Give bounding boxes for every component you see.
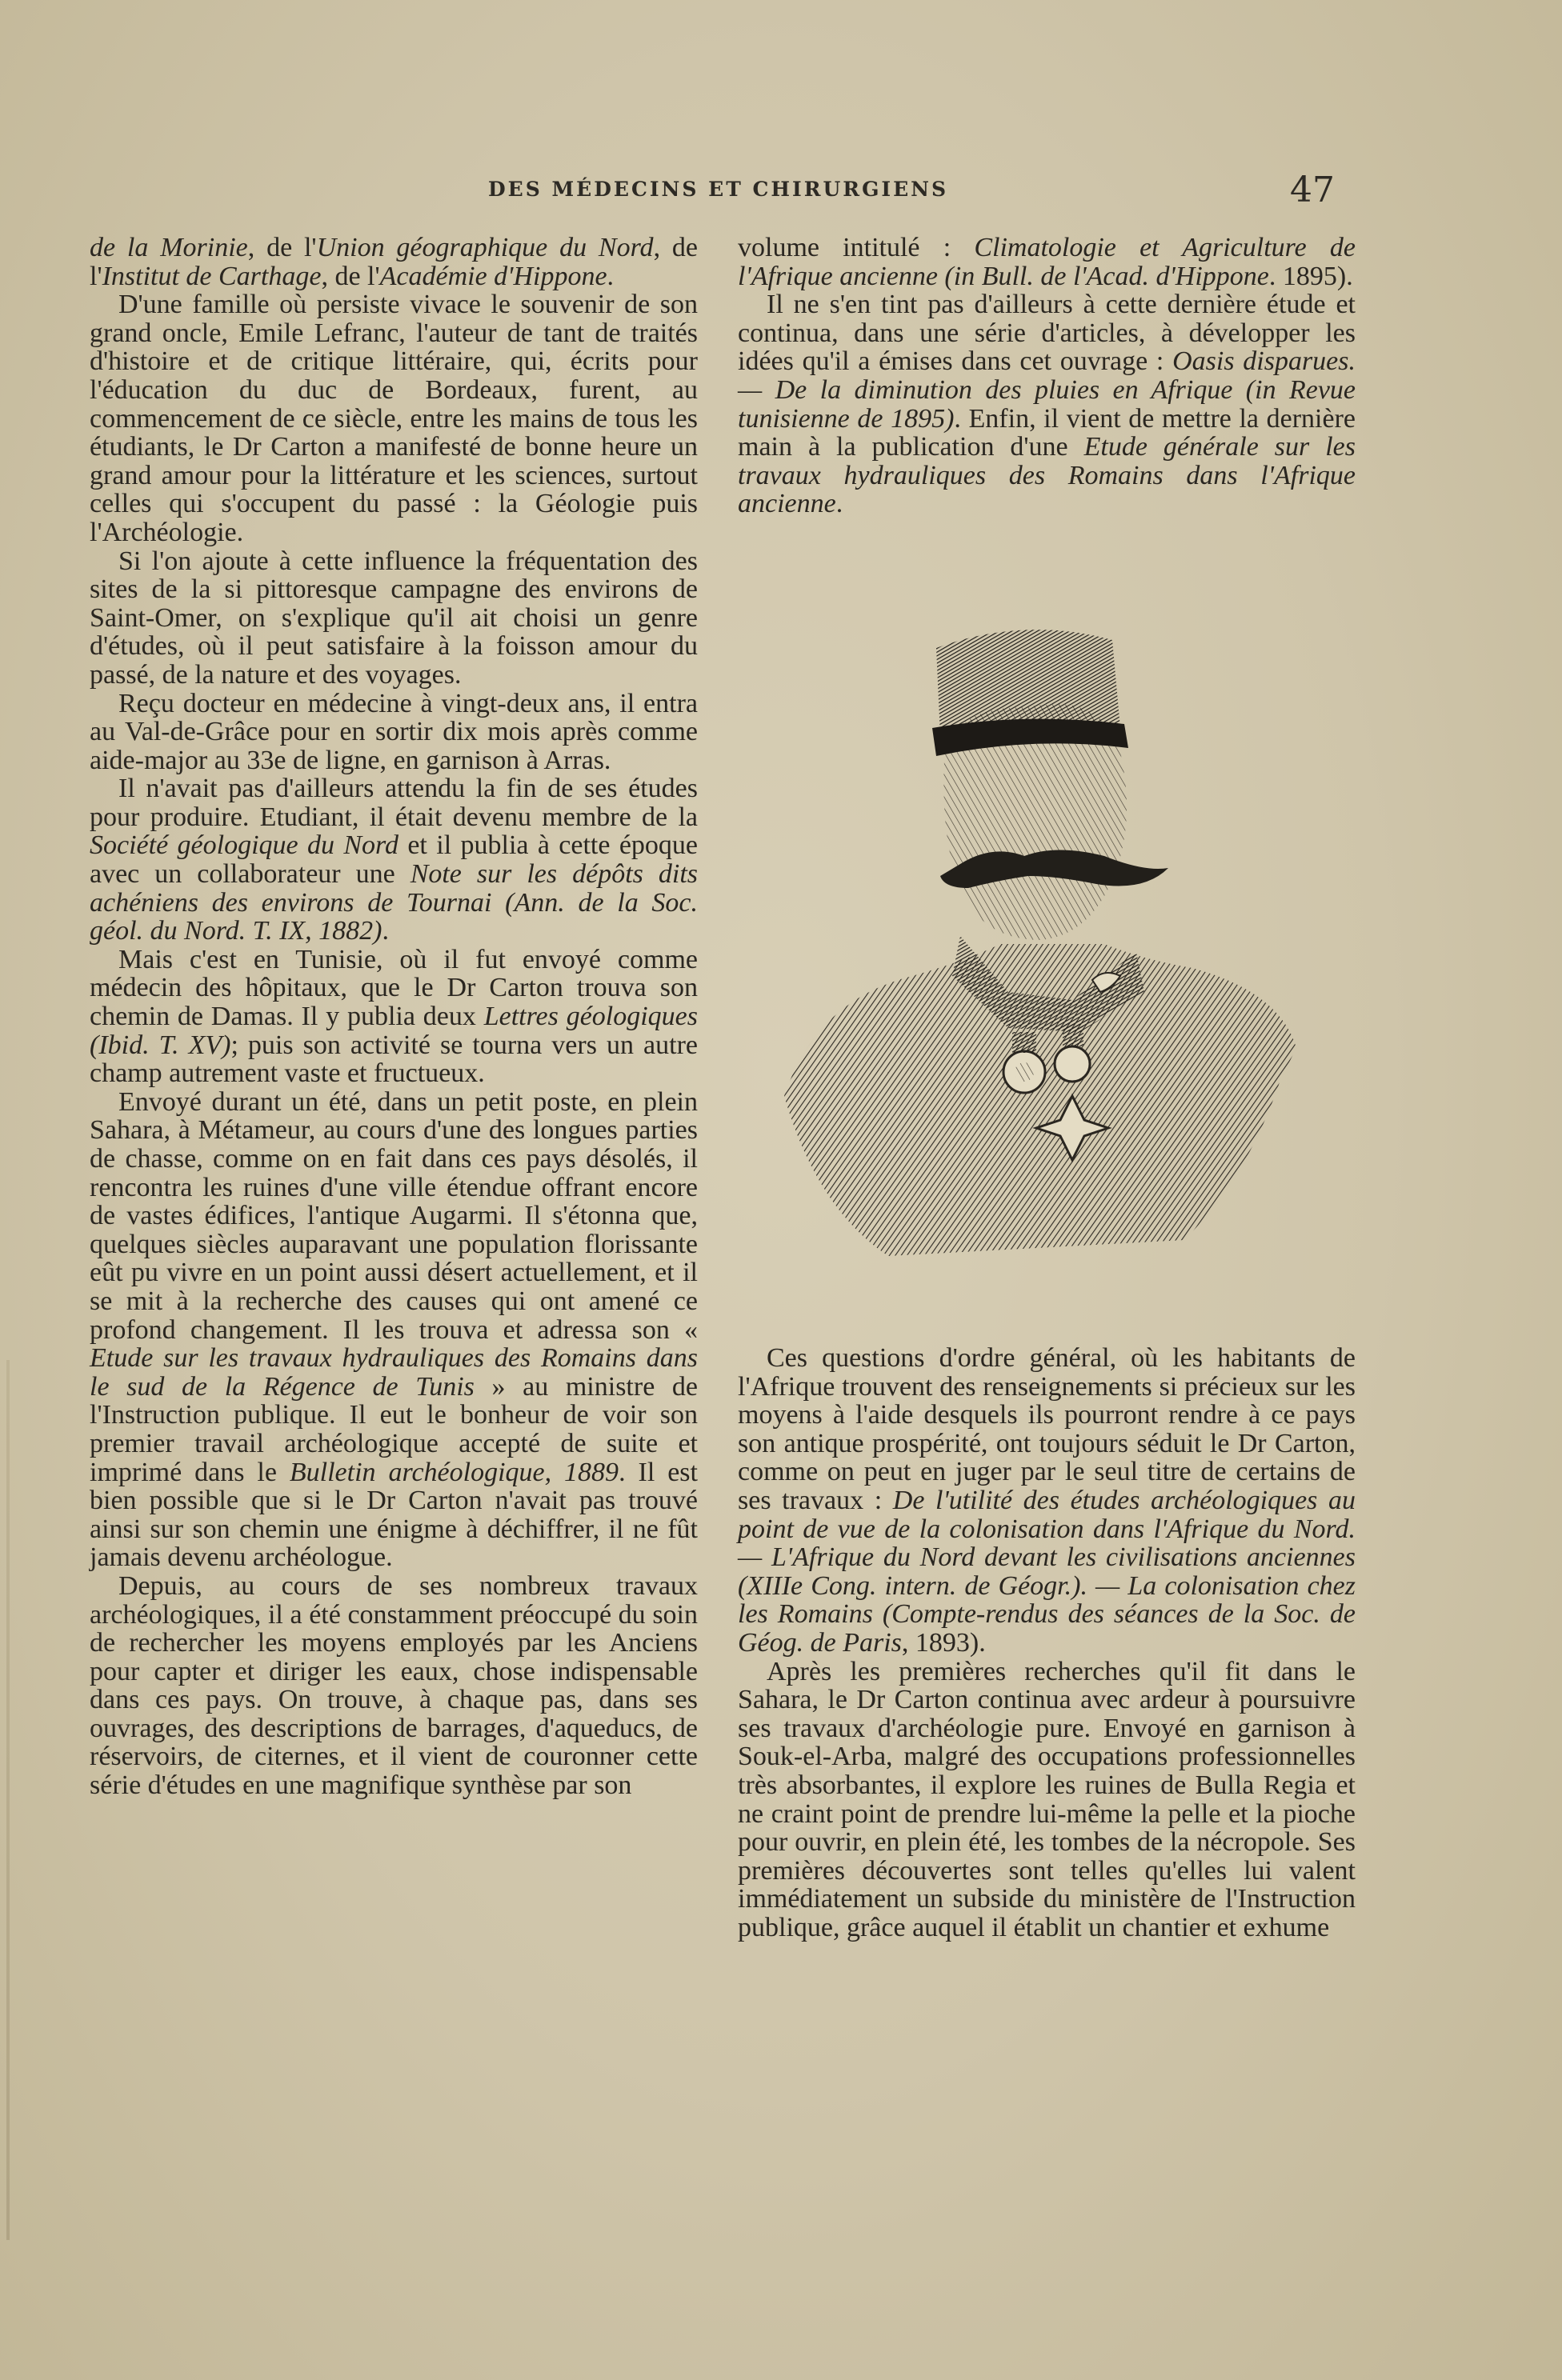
paragraph: Reçu docteur en médecine à vingt-deux ans, il entra au Val-de-Grâce pour en sortir dix mois après comme aide-major au 33e de ligne, en garnison à Arras. — [90, 688, 698, 775]
medal-icon — [1055, 1046, 1090, 1082]
paragraph: Envoyé durant un été, dans un petit poste, en plein Sahara, à Métameur, au cours d'une des longues parties de chasse, comme on en fait dans ces pays désolés, il rencontra les ruines d'une ville étendue offrant encore de vastes édifices, l'antique Augarmi. Il s'étonna que, quelques siècles auparavant une population florissante eût pu vivre en un point aussi désert actuellement, et il se mit à la recherche des causes qui ont amené ce profond changement. Il les trouva et adressa son « Etude sur les travaux hydrauliques des Romains dans le sud de la Régence de Tunis » au ministre de l'Instruction publique. Il eut le bonheur de voir son premier travail archéologique accepté de suite et imprimé dans le Bulletin archéologique, 1889. Il est bien possible que si le Dr Carton n'avait pas trouvé ainsi sur son chemin une énigme à déchiffrer, il ne fût jamais devenu archéologue. — [90, 1086, 698, 1573]
right-column-top — [738, 234, 1356, 518]
left-column — [90, 234, 698, 1800]
portrait-engraving — [768, 616, 1328, 1272]
paragraph: Si l'on ajoute à cette influence la fréquentation des sites de la si pittoresque campagne des environs de Saint-Omer, on s'explique qu'il ait choisi un genre d'études, où il peut satisfaire à la foisson amour du passé, de la nature et des voyages. — [90, 546, 698, 690]
paragraph: Après les premières recherches qu'il fit dans le Sahara, le Dr Carton continua avec ardeur à poursuivre ses travaux d'archéologie pure. Envoyé en garnison à Souk-el-Arba, malgré des occupations professionnelles très absorbantes, il explore les ruines de Bulla Regia et ne craint point de prendre lui-même la pelle et la pioche pour ouvrir, en plein été, les tombes de la nécropole. Ses premières découvertes sont telles qu'elles lui valent immédiatement un subside du ministère de l'Instruction publique, grâce auquel il établit un chantier et exhume — [738, 1656, 1356, 1942]
page-edge-shadow — [6, 1360, 10, 2240]
right-column-bottom — [738, 1344, 1356, 1942]
paragraph: volume intitulé : Climatologie et Agriculture de l'Afrique ancienne (in Bull. de l'Acad. d'Hippone. 1895). — [738, 233, 1356, 291]
paragraph: Il ne s'en tint pas d'ailleurs à cette dernière étude et continua, dans une série d'articles, à développer les idées qu'il a émises dans cet ouvrage : Oasis disparues. — De la diminution des pluies en Afrique (in Revue tunisienne de 1895). Enfin, il vient de mettre la dernière main à la publication d'une Etude générale sur les travaux hydrauliques des Romains dans l'Afrique ancienne. — [738, 290, 1356, 519]
paragraph: de la Morinie, de l'Union géographique du Nord, de l'Institut de Carthage, de l'Académie d'Hippone. — [90, 233, 698, 291]
page-number: 47 — [1290, 170, 1335, 210]
paragraph: D'une famille où persiste vivace le souvenir de son grand oncle, Emile Lefranc, l'auteur de tant de traités d'histoire et de critique littéraire, qui, écrits pour l'éducation du duc de Bordeaux, furent, au commencement de ce siècle, entre les mains de tous les étudiants, le Dr Carton a manifesté de bonne heure un grand amour pour la littérature et les sciences, surtout celles qui s'occupent du passé : la Géologie puis l'Archéologie. — [90, 290, 698, 547]
paragraph: Depuis, au cours de ses nombreux travaux archéologiques, il a été constamment préoccupé du soin de rechercher les moyens employés par les Anciens pour capter et diriger les eaux, chose indispensable dans ces pays. On trouve, à chaque pas, dans ses ouvrages, des descriptions de barrages, d'aqueducs, de réservoirs, de citernes, et il vient de couronner cette série d'études en une magnifique synthèse par son — [90, 1570, 698, 1801]
paragraph: Mais c'est en Tunisie, où il fut envoyé comme médecin des hôpitaux, que le Dr Carton trouva son chemin de Damas. Il y publia deux Lettres géologiques (Ibid. T. XV); puis son activité se tourna vers un autre champ autrement vaste et fructueux. — [90, 944, 698, 1089]
running-head — [0, 170, 1562, 210]
paragraph: Ces questions d'ordre général, où les habitants de l'Afrique trouvent des renseignements si précieux sur les moyens à l'aide desquels ils pourront rendre à ce pays son antique prospérité, ont toujours séduit le Dr Carton, comme on peut en juger par le seul titre de certains de ses travaux : De l'utilité des études archéologiques au point de vue de la colonisation dans l'Afrique du Nord. — L'Afrique du Nord devant les civilisations anciennes (XIIIe Cong. intern. de Géogr.). — La colonisation chez les Romains (Compte-rendus des séances de la Soc. de Géog. de Paris, 1893). — [738, 1343, 1356, 1658]
paragraph: Il n'avait pas d'ailleurs attendu la fin de ses études pour produire. Etudiant, il était devenu membre de la Société géologique du Nord et il publia à cette époque avec un collaborateur une Note sur les dépôts dits achéniens des environs de Tournai (Ann. de la Soc. géol. du Nord. T. IX, 1882). — [90, 774, 699, 946]
uniform-shoulders — [784, 944, 1296, 1256]
running-title: DES MÉDECINS ET CHIRURGIENS — [488, 178, 949, 201]
